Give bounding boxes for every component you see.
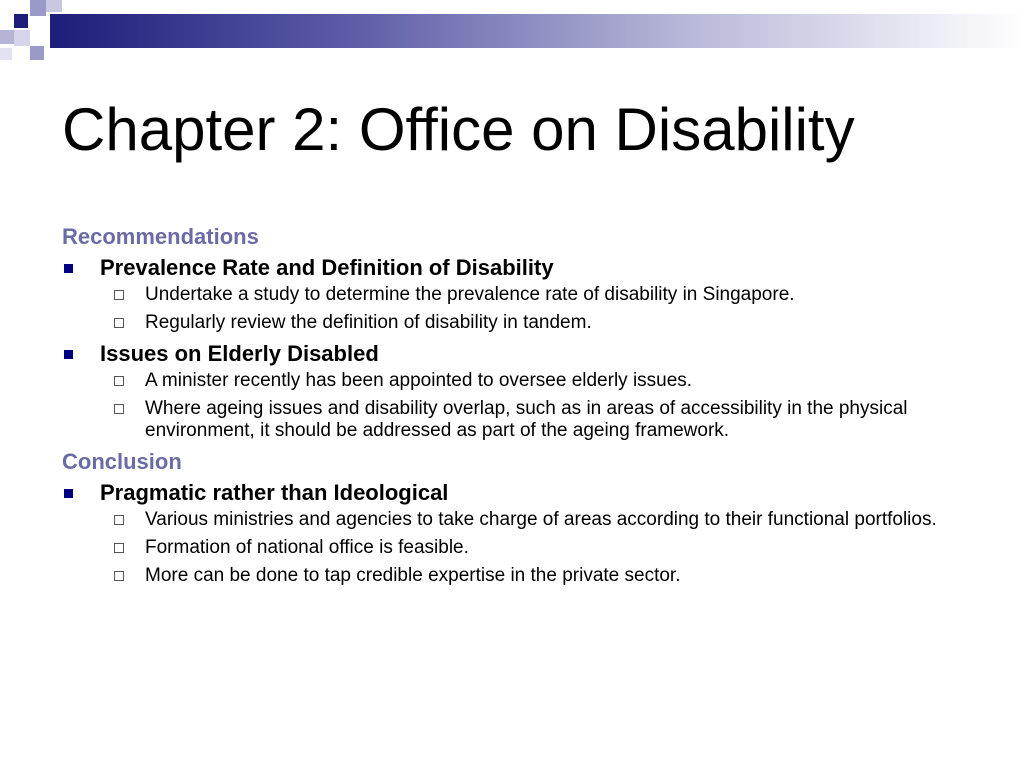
sub-bullet-item (62, 284, 962, 306)
square-bullet-icon (64, 264, 73, 273)
corner-square (30, 0, 46, 16)
hollow-square-bullet-icon (114, 404, 124, 414)
sub-bullet-text: Various ministries and agencies to take charge of areas according to their functional portfolios. (145, 509, 937, 530)
square-bullet-icon (64, 489, 73, 498)
hollow-square-bullet-icon (114, 318, 124, 328)
sub-bullet-item (62, 398, 962, 442)
sub-bullet-text: Formation of national office is feasible. (145, 537, 469, 558)
sub-bullet-item (62, 509, 962, 531)
header-gradient-bar (50, 14, 1024, 48)
square-bullet-icon (64, 350, 73, 359)
corner-square (46, 0, 62, 12)
sub-bullet-item (62, 370, 962, 392)
bullet-item (62, 254, 962, 282)
hollow-square-bullet-icon (114, 571, 124, 581)
bullet-item (62, 479, 962, 507)
corner-square (30, 46, 44, 60)
corner-square (0, 30, 14, 44)
hollow-square-bullet-icon (114, 376, 124, 386)
section-heading: Recommendations (62, 224, 259, 249)
sub-bullet-text: Regularly review the definition of disability in tandem. (145, 312, 592, 333)
corner-square (14, 14, 28, 28)
bullet-text: Issues on Elderly Disabled (100, 341, 379, 366)
sub-bullet-text: A minister recently has been appointed to oversee elderly issues. (145, 370, 693, 391)
sub-bullet-text: Where ageing issues and disability overlap, such as in areas of accessibility in the physical environment, it should be addressed as part of the ageing framework. (145, 398, 908, 441)
bullet-item (62, 340, 962, 368)
hollow-square-bullet-icon (114, 543, 124, 553)
slide-body (62, 223, 962, 593)
corner-square (0, 48, 12, 60)
section-conclusion (62, 448, 962, 587)
bullet-text: Pragmatic rather than Ideological (100, 480, 449, 505)
sub-bullet-text: Undertake a study to determine the prevalence rate of disability in Singapore. (145, 284, 795, 305)
hollow-square-bullet-icon (114, 290, 124, 300)
sub-bullet-text: More can be done to tap credible expertise in the private sector. (145, 565, 681, 586)
hollow-square-bullet-icon (114, 515, 124, 525)
section-heading: Conclusion (62, 449, 182, 474)
bullet-text: Prevalence Rate and Definition of Disability (100, 255, 554, 280)
sub-bullet-item (62, 312, 962, 334)
section-recommendations (62, 223, 962, 442)
sub-bullet-item (62, 565, 962, 587)
sub-bullet-item (62, 537, 962, 559)
corner-square (14, 30, 30, 46)
slide-title: Chapter 2: Office on Disability (62, 96, 855, 163)
